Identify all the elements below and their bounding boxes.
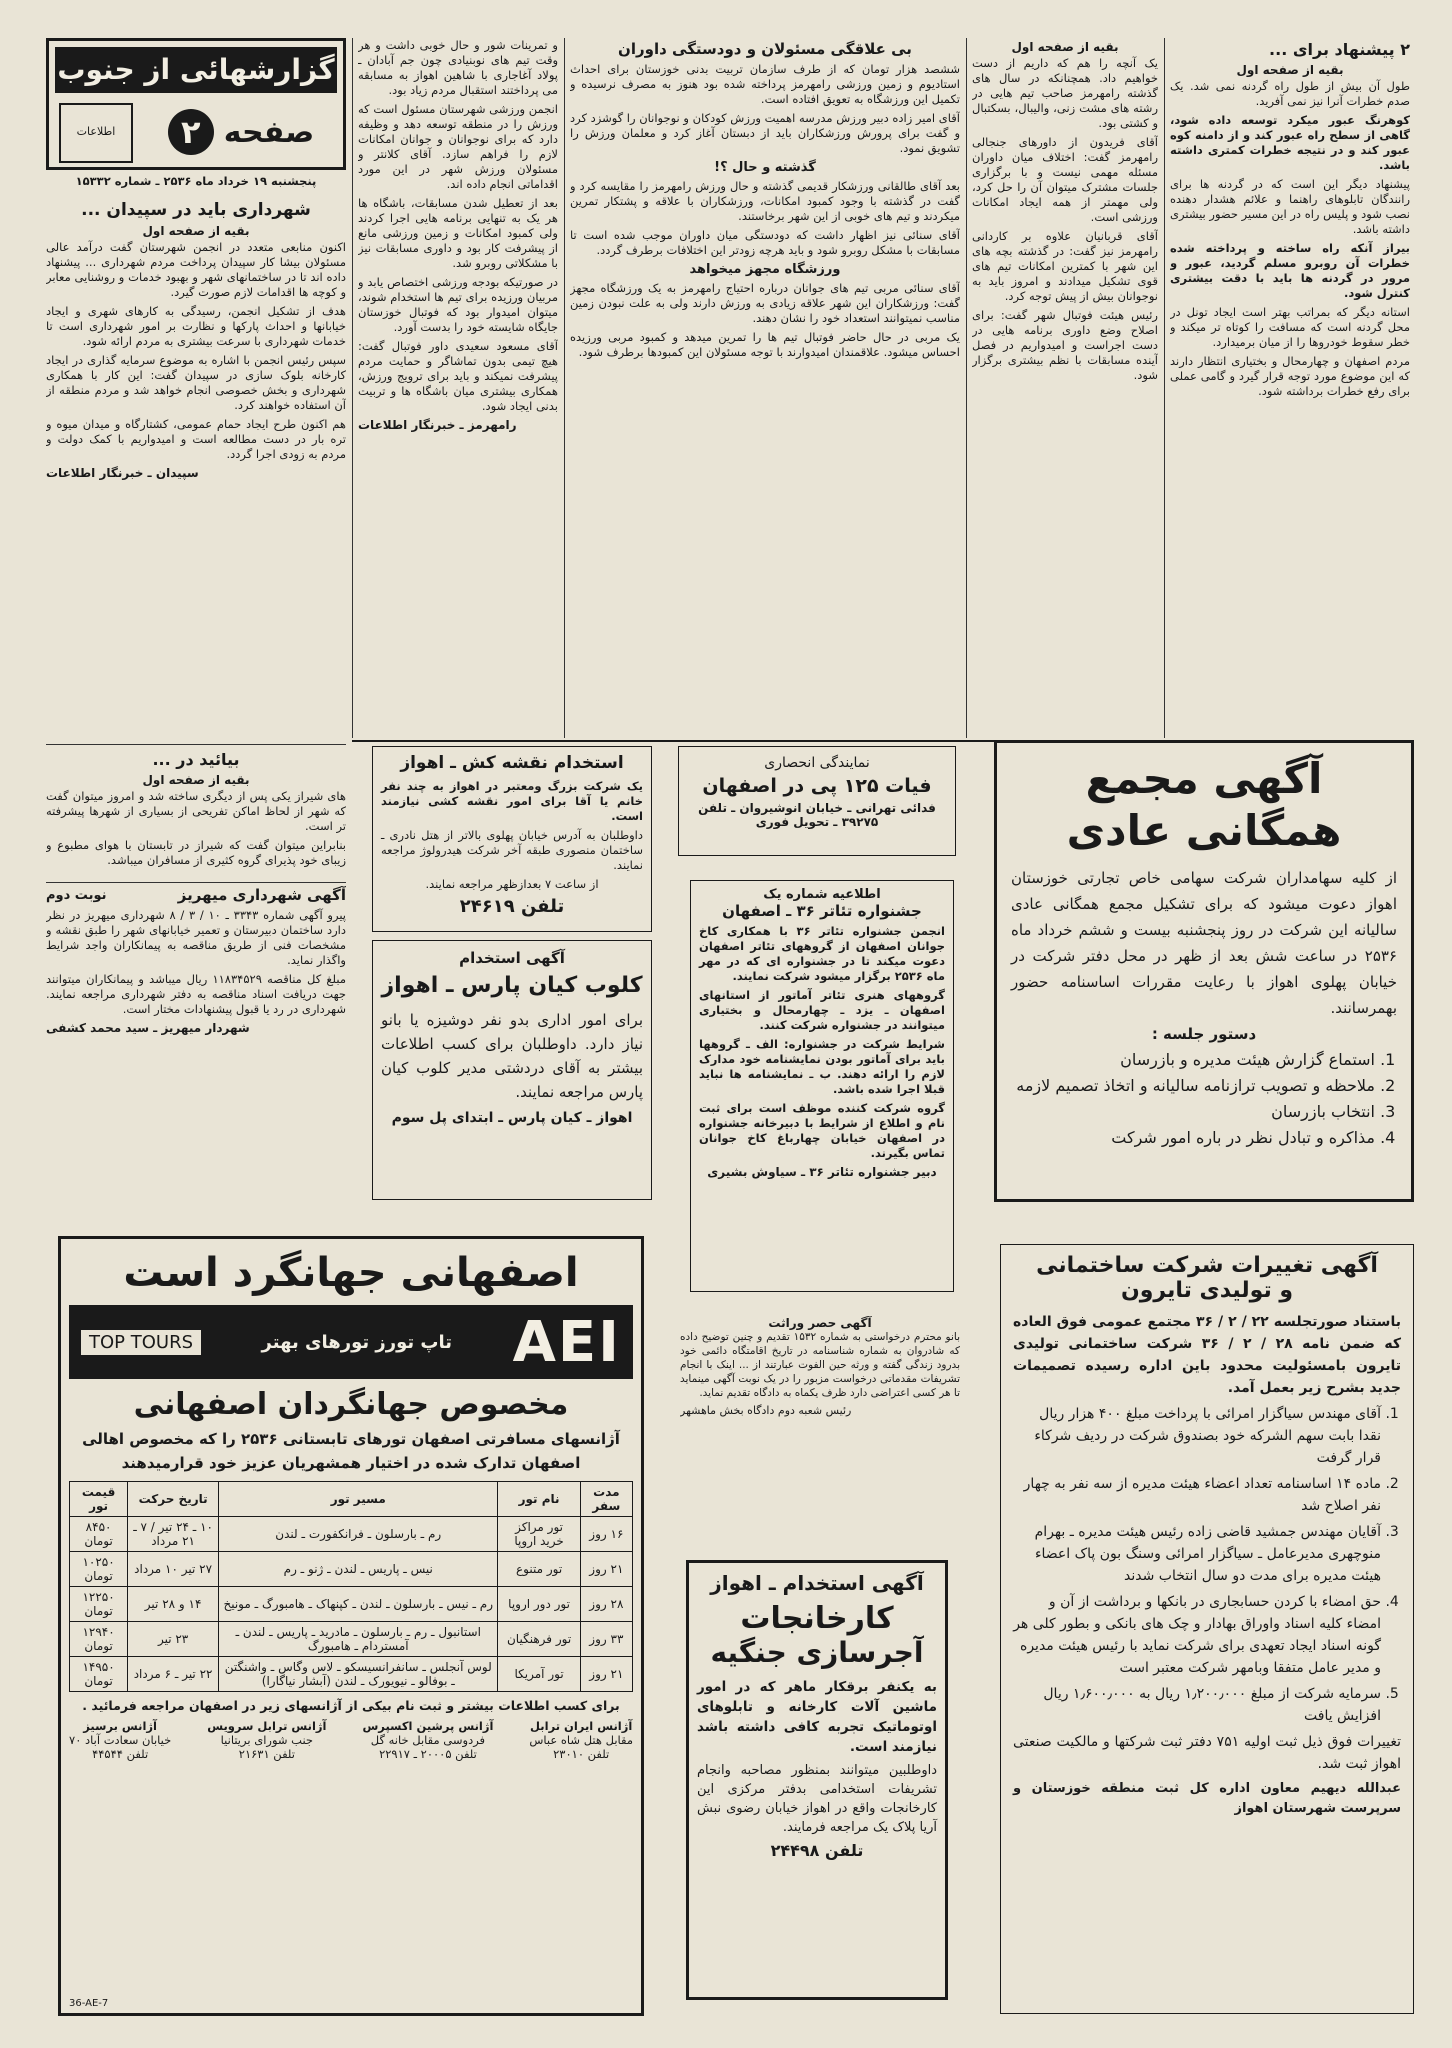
agenda-item: 4. مذاکره و تبادل نظر در باره امور شرکت xyxy=(1011,1125,1375,1151)
ad-assembly xyxy=(994,740,1414,1202)
col-header: مسیر تور xyxy=(219,1482,498,1517)
article-heading: بی علاقگی مسئولان و دودستگی داوران xyxy=(618,40,912,58)
agency-address: مقابل هتل شاه عباس xyxy=(529,1733,633,1747)
section-heading: ورزشگاه مجهز میخواهد xyxy=(689,262,841,277)
cell: ۱۲۹۴۰ تومان xyxy=(70,1622,128,1657)
agency-phone: تلفن ۴۴۵۴۴ xyxy=(92,1747,149,1761)
cell: استانبول ـ رم ـ بارسلون ـ مادرید ـ پاریس ـ لندن ـ آمستردام ـ هامبورگ xyxy=(219,1622,498,1657)
paragraph: گروههای هنری تئاتر آماتور از استانهای اصفهان ـ یزد ـ چهارمحال و بختیاری میتوانند در جشنواره شرکت کنند. xyxy=(699,988,945,1032)
ad-label: آگهی استخدام ـ اهواز xyxy=(710,1571,924,1595)
ad-signature: شهردار میهریز ـ سید محمد کشفی xyxy=(46,1021,250,1035)
agenda-item: 1. استماع گزارش هیئت مدیره و بازرسان xyxy=(1011,1047,1375,1073)
ad-code: 36-AE-7 xyxy=(69,1998,109,2009)
agenda-item: 2. ملاحظه و تصویب ترازنامه سالیانه و اتخاذ تصمیم لازمه xyxy=(1011,1073,1375,1099)
agency-name: آژانس ایران ترابل xyxy=(530,1719,633,1733)
article-heading: بیائید در ... xyxy=(152,750,240,769)
paragraph: شرایط شرکت در جشنواره: الف ـ گروهها باید برای آماتور بودن نمایشنامه خود مدارک لازم را ارائه دهند. ب ـ نمایشنامه ها نباید قبلا اجرا شده باشد. xyxy=(699,1037,945,1096)
cell: لوس آنجلس ـ سانفرانسیسکو ـ لاس وگاس ـ واشنگتن ـ بوفالو ـ نیویورک ـ لندن (آبشار نیاگارا) xyxy=(219,1657,498,1692)
cell: تور دور اروپا xyxy=(498,1587,580,1622)
section-heading: گذشته و حال ؟! xyxy=(714,160,816,175)
cell: ۲۲ تیر ـ ۶ مرداد xyxy=(128,1657,219,1692)
ad-club xyxy=(372,940,652,1200)
paragraph: ششصد هزار تومان که از طرف سازمان تربیت بدنی خوزستان برای احداث استادیوم و زمین ورزشی رامهرمز پرداخته شده بود هنوز به مصرف نرسیده و تکمیل این ورزشگاه به تعویق افتاده است. xyxy=(570,62,960,106)
paragraph: پیرو آگهی شماره ۳۳۴۳ ـ ۱۰ / ۳ / ۸ شهرداری میهریز در نظر دارد ساختمان دبیرستان و تعمیر خیابانهای شهر را طبق نقشه و مشخصات فنی از طریق مناقصه به پیمانکاران واجد شرایط واگذار نماید. xyxy=(46,908,346,967)
ad-intro: آژانسهای مسافرتی اصفهان تورهای تابستانی ۲۵۳۶ را که مخصوص اهالی اصفهان تدارک شده در اختیار همشهریان عزیز خود قرارمیدهند xyxy=(82,1430,620,1472)
article-signature: سپیدان ـ خبرنگار اطلاعات xyxy=(46,466,199,480)
agency xyxy=(69,1719,171,1761)
cell: ۲۳ تیر xyxy=(128,1622,219,1657)
ad-fiat xyxy=(678,746,956,856)
ad-title: آگهی شهرداری میهریز xyxy=(177,886,346,904)
ad-phone: تلفن ۲۴۴۹۸ xyxy=(770,1841,864,1860)
cell: تور فرهنگیان xyxy=(498,1622,580,1657)
agency-phone: تلفن ۲۰۰۰۵ ـ ۲۲۹۱۷ xyxy=(379,1747,477,1761)
cell: رم ـ نیس ـ بارسلون ـ لندن ـ کپنهاک ـ هامبورگ ـ مونیخ xyxy=(219,1587,498,1622)
col-header: نام تور xyxy=(498,1482,580,1517)
masthead-title: گزارشهائی از جنوب xyxy=(55,47,337,93)
page-number: ۲ xyxy=(168,109,214,155)
cell: ۲۷ تیر ۱۰ مرداد xyxy=(128,1552,219,1587)
agency-name: آژانس برسیز xyxy=(83,1719,157,1733)
divider xyxy=(46,744,346,745)
paragraph: بعد از تعطیل شدن مسابقات، باشگاه ها هر یک به تنهایی برنامه هایی اجرا کردند ولی کمبود امکانات و زمین ورزشی مانع از پیشرفت کار بود و داوری مسابقات نیز با مشکلاتی روبرو شد. xyxy=(358,196,558,270)
agency xyxy=(362,1719,493,1761)
changes-item: 4. حق امضاء با کردن حسابجاری در بانکها و برداشت از آن و امضاء کلیه اسناد واوراق بهادار و چک های بانکی و بطور کلی هر گونه اسناد ایجاد تعهدی برای شرکت نماید با رئیس هیئت مدیره و مدیر عامل متفقا وبامهر شرکت معتبر است xyxy=(1013,1591,1381,1679)
masthead xyxy=(46,38,346,170)
article-biaid xyxy=(46,748,346,876)
paragraph: مردم اصفهان و چهارمحال و بختیاری انتظار دارند که این موضوع مورد توجه قرار گیرد و گامی عملی برای رفع خطرات برداشته شود. xyxy=(1170,354,1410,398)
cell: ۱۰ ـ ۲۴ تیر / ۷ ـ ۲۱ مرداد xyxy=(128,1517,219,1552)
ad-small xyxy=(680,1316,960,1528)
ad-subtitle: همگانی عادی xyxy=(1066,806,1342,855)
logo xyxy=(59,103,133,163)
agency-name: آژانس پرشین اکسپرس xyxy=(362,1719,494,1733)
ad-tours xyxy=(58,1236,644,2016)
paragraph: آقای فریدون از داورهای جنجالی رامهرمز گفت: اختلاف میان داوران مسئله مهمی نیست و با برگزاری جلسات مشترک میتوان آن را حل کرد، ولی مهمتر از همه ایجاد امکانات ورزشی است. xyxy=(972,135,1158,224)
paragraph: سپس رئیس انجمن با اشاره به موضوع سرمایه گذاری در ایجاد کارخانه بلوک سازی در سپیدان گفت: این کار با همکاری شهرداری و بخش خصوصی انجام خواهد شد و مردم منطقه از آن استفاده خواهند کرد. xyxy=(46,353,346,412)
cell: تور متنوع xyxy=(498,1552,580,1587)
table-row xyxy=(70,1657,633,1692)
article-subheading: بقیه از صفحه اول xyxy=(1011,40,1119,54)
cell: ۳۳ روز xyxy=(580,1622,632,1657)
paragraph: انجمن ورزشی شهرستان مسئول است که ورزش را در منطقه توسعه دهد و وظیفه دارد که برای نوجوانان و جوانان امکانات لازم را فراهم سازد. آقای کلانتر و مسئولان ورزش شهر در این مورد اقداماتی انجام داده اند. xyxy=(358,102,558,191)
paragraph: پیشنهاد دیگر این است که در گردنه ها برای رانندگان تابلوهای راهنما و علائم هشدار دهنده نصب شود و پلیس راه در این مسیر حضور بیشتری داشته باشد. xyxy=(1170,177,1410,236)
ad-body: یک شرکت بزرگ ومعتبر در اهواز به چند نفر خانم یا آقا برای امور نقشه کشی نیازمند است. xyxy=(381,779,643,823)
paragraph: استانه دیگر که بمراتب بهتر است ایجاد تونل در محل گردنه است که مسافت را کوتاه تر میکند و خطر سقوط خودروها را از میان برمیدارد. xyxy=(1170,305,1410,349)
changes-item: 5. سرمایه شرکت از مبلغ ۱٫۲۰۰٫۰۰۰ ریال به ۱٫۶۰۰٫۰۰۰ ریال افزایش یافت xyxy=(1013,1683,1381,1727)
cell: تور مراکز خرید اروپا xyxy=(498,1517,580,1552)
ad-label: آگهی استخدام xyxy=(459,949,565,967)
col-header: مدت سفر xyxy=(580,1482,632,1517)
article-signature: رامهرمز ـ خبرنگار اطلاعات xyxy=(358,418,517,432)
agency-phone: تلفن ۲۳۰۱۰ xyxy=(553,1747,610,1761)
ad-footer: برای کسب اطلاعات بیشتر و ثبت نام بیکی از آژانسهای زیر در اصفهان مراجعه فرمائید . xyxy=(82,1698,620,1713)
table-row xyxy=(70,1552,633,1587)
ad-title: آگهی مجمع xyxy=(1085,754,1323,803)
ad-turn: نوبت دوم xyxy=(46,887,107,903)
col-header: قیمت تور xyxy=(70,1482,128,1517)
ad-label: نمایندگی انحصاری xyxy=(764,755,870,771)
ad-intro: باستناد صورتجلسه ۲۲ / ۲ / ۳۶ مجتمع عمومی فوق العاده که ضمن نامه ۲۸ / ۲ / ۳۶ شرکت ساختمانی تولیدی تایرون بامسئولیت محدود باین اداره رسیده تصمیمات جدید بشرح زیر بعمل آمد. xyxy=(1013,1314,1401,1396)
changes-item: 1. آقای مهندس سیاگزار امرائی با پرداخت مبلغ ۴۰۰ هزار ریال نقدا بابت سهم الشرکه خود بصندوق شرکت در ردیف شرکاء قرار گرفت xyxy=(1013,1403,1381,1469)
paragraph: یک مربی در حال حاضر فوتبال تیم ها را تمرین میدهد و کمبود مربی ورزیده احساس میشود. علاقمندان امیدوارند با توجه مسئولان این کمبودها برطرف شود. xyxy=(570,330,960,359)
article-subheading: بقیه از صفحه اول xyxy=(142,773,250,787)
cell: رم ـ بارسلون ـ فرانکفورت ـ لندن xyxy=(219,1517,498,1552)
brand-fa: تاپ تورز تورهای بهتر xyxy=(261,1331,453,1353)
brand-en: TOP TOURS xyxy=(81,1330,201,1355)
column-rule xyxy=(352,38,353,738)
ad-label: آگهی حصر وراثت xyxy=(768,1316,872,1330)
table-row xyxy=(70,1517,633,1552)
ad-phone: تلفن ۲۴۶۱۹ xyxy=(459,896,565,917)
paragraph: بیراز آنکه راه ساخته و پرداخته شده خطرات آن روبرو مسلم گردید، عبور و مرور در گردنه ها باید با دقت بیشتری کنترل شود. xyxy=(1170,241,1410,300)
agency-phone: تلفن ۲۱۶۳۱ xyxy=(238,1747,295,1761)
cell: ۸۴۵۰ تومان xyxy=(70,1517,128,1552)
cell: ۲۱ روز xyxy=(580,1552,632,1587)
page-label: صفحه xyxy=(223,114,315,150)
cell: ۲۸ روز xyxy=(580,1587,632,1622)
ad-contact: داوطلبان به آدرس خیابان پهلوی بالاتر از هتل نادری ـ ساختمان منصوری طبقه آخر شرکت هیدرولوژ مراجعه نمایند. xyxy=(381,828,643,872)
changes-item: 3. آقایان مهندس جمشید قاضی زاده رئیس هیئت مدیره ـ بهرام منوچهری مدیرعامل ـ سیاگزار امرائی وسنگ بون پاک اعضاء هیئت مدیره برای مدت دو سال انتخاب شدند xyxy=(1013,1521,1381,1587)
agency-address: خیابان سعادت آباد ۷۰ xyxy=(69,1733,172,1747)
ad-changes xyxy=(1000,1244,1414,2014)
agenda-item: 3. انتخاب بازرسان xyxy=(1011,1099,1375,1125)
ad-body: از کلیه سهامداران شرکت سهامی خاص تجارتی خوزستان اهواز دعوت میشود که برای تشکیل مجمع همگانی عادی سالیانه این شرکت در روز پنجشنبه بیست و ششم خرداد ماه ۲۵۳۶ در ساعت شش بعد از ظهر در محل دفتر شرکت در خیابان پهلوی اهواز با رعایت مقررات اساسنامه حضور بهمرسانند. xyxy=(1011,869,1397,1017)
agenda-list xyxy=(1011,1047,1397,1151)
cell: ۱۰۲۵۰ تومان xyxy=(70,1552,128,1587)
ad-phone: ۳۹۲۷۵ ـ تحویل فوری xyxy=(755,815,879,829)
paragraph: آقای امیر زاده دبیر ورزش مدرسه اهمیت ورزش کودکان و نوجوانان را گوشزد کرد و گفت برای پرورش ورزشکاران باید از دبستان آغاز کرد و معلمان ورزش را تشویق نمود. xyxy=(570,111,960,155)
ad-kiln xyxy=(686,1560,948,2000)
article-rahmormoz xyxy=(570,38,960,738)
article-subheading: بقیه از صفحه اول xyxy=(1236,63,1344,77)
ad-title: کارخانجات xyxy=(740,1601,894,1636)
ad-hours: از ساعت ۷ بعدازظهر مراجعه نمایند. xyxy=(425,877,599,891)
ad-signature: رئیس شعبه دوم دادگاه بخش ماهشهر xyxy=(680,1404,852,1417)
brand-logo: AEI xyxy=(512,1309,621,1375)
paragraph: و تمرینات شور و حال خوبی داشت و هر وقت تیم های نوبنیادی چون جم آبادان ـ پولاد آغاجاری با شاهین اهواز به مسابقه می پرداختند استقبال مردم زیاد بود. xyxy=(358,38,558,97)
article-subheading: بقیه از صفحه اول xyxy=(142,224,250,238)
paragraph: گروه شرکت کننده موظف است برای ثبت نام و اطلاع از شرایط با دبیرخانه جشنواره در اصفهان خیابان چهارباغ کاخ جوانان تماس بگیرند. xyxy=(699,1101,945,1160)
column-rule xyxy=(1164,38,1165,738)
ad-wanted-plans xyxy=(372,746,652,932)
cell: نیس ـ پاریس ـ لندن ـ ژنو ـ رم xyxy=(219,1552,498,1587)
column-rule xyxy=(966,38,967,738)
ad-signature: عبدالله دیهیم معاون اداره کل ثبت منطقه خوزستان و سرپرست شهرستان اهواز xyxy=(1013,1781,1401,1816)
article-heading: شهرداری باید در سپیدان ... xyxy=(81,200,311,220)
ad-headline: اصفهانی جهانگرد است xyxy=(123,1250,579,1296)
agency xyxy=(529,1719,633,1761)
article-sports-rest xyxy=(972,38,1158,738)
ad-contact: داوطلبین میتوانند بمنظور مصاحبه وانجام تشریفات استخدامی بدفتر مرکزی این کارخانجات واقع در اهواز خیابان رضوی نبش آریا پلاک یک مراجعه فرمایند. xyxy=(697,1763,937,1835)
paragraph: اکنون منابعی متعدد در انجمن شهرستان گفت درآمد عالی مسئولان بیشا کار سپیدان پرداخت مردم شهرداری ... پیشنهاد داده اند تا در ساختمانهای شهر و بهبود خدمات و روشنایی معابر و کوچه ها اقدامات لازم صورت گیرد. xyxy=(46,240,346,299)
cell: ۱۶ روز xyxy=(580,1517,632,1552)
agency xyxy=(207,1719,326,1761)
cell: ۱۴۹۵۰ تومان xyxy=(70,1657,128,1692)
date-line: پنجشنبه ۱۹ خرداد ماه ۲۵۳۶ ـ شماره ۱۵۳۳۲ xyxy=(75,174,317,188)
paragraph: هم اکنون طرح ایجاد حمام عمومی، کشتارگاه و میدان میوه و تره بار در دست مطالعه است و امیدواریم با کمک دولت و مردم به زودی اجرا گردد. xyxy=(46,417,346,461)
agenda-title: دستور جلسه : xyxy=(1151,1025,1257,1043)
column-rule xyxy=(564,38,565,738)
ad-subtitle: و تولیدی تایرون xyxy=(1120,1278,1294,1303)
ad-title: فیات ۱۲۵ پی در اصفهان xyxy=(702,775,932,797)
agency-list xyxy=(69,1719,633,1761)
ad-subhead: مخصوص جهانگردان اصفهانی xyxy=(133,1387,569,1422)
ad-title: کلوب کیان پارس ـ اهواز xyxy=(381,973,643,998)
agency-address: جنب شورای بریتانیا xyxy=(220,1733,314,1747)
paragraph: بنابراین میتوان گفت که شیراز در تابستان با هوای مطبوع و زیبای خود پذیرای گروه کثیری از مسافران میباشد. xyxy=(46,838,346,867)
cell: تور آمریکا xyxy=(498,1657,580,1692)
ad-body: به یکنفر برقکار ماهر که در امور ماشین آلات کارخانه و تابلوهای اوتوماتیک تجربه کافی داشته باشد نیازمند است. xyxy=(697,1679,937,1755)
ad-note: تغییرات فوق ذیل ثبت اولیه ۷۵۱ دفتر ثبت شرکتها و مالکیت صنعتی اهواز ثبت شد. xyxy=(1013,1734,1401,1772)
article-sepidan xyxy=(46,198,346,738)
divider xyxy=(46,882,346,883)
ad-title: آگهی تغییرات شرکت ساختمانی xyxy=(1036,1253,1378,1278)
cell: ۲۱ روز xyxy=(580,1657,632,1692)
ad-body: بانو محترم درخواستی به شماره ۱۵۳۲ تقدیم و چنین توضیح داده که شادروان به شماره شناسنامه در تاریخ اقامتگاه دائمی خود بدرود زندگی گفته و ورثه حین الفوت عبارتند از ... اینک با انجام تشریفات مقدماتی درخواست مزبور را در یک نوبت آگهی مینماید تا هر کسی اعتراضی دارد ظرف یکماه به دادگاه تقدیم نماید. xyxy=(680,1331,960,1399)
ad-body: برای امور اداری بدو نفر دوشیزه یا بانو نیاز دارد. داوطلبان برای کسب اطلاعات بیشتر به آقای دردشتی مدیر کلوب کیان پارس مراجعه نمایند. xyxy=(381,1011,643,1101)
col-header: تاریخ حرکت xyxy=(128,1482,219,1517)
changes-item: 2. ماده ۱۴ اساسنامه تعداد اعضاء هیئت مدیره از سه نفر به چهار نفر اصلاح شد xyxy=(1013,1473,1381,1517)
cell: ۱۲۲۵۰ تومان xyxy=(70,1587,128,1622)
table-row xyxy=(70,1587,633,1622)
paragraph: آقای مسعود سعیدی داور فوتبال گفت: هیچ تیمی بدون تماشاگر و حمایت مردم پیشرفت نمیکند و باید برای ترویج ورزش، همکاری بیشتری میان باشگاه ها و تربیت بدنی ایجاد شود. xyxy=(358,339,558,413)
paragraph: طول آن بیش از طول راه گردنه نمی شد. یک صدم خطرات آنرا نیز نمی آفرید. xyxy=(1170,79,1410,108)
tours-table xyxy=(69,1481,633,1692)
agency-address: فردوسی مقابل خانه گل xyxy=(370,1733,486,1747)
paragraph: کوهرنگ عبور میکرد توسعه داده شود، گاهی از سطح راه عبور کند و از دامنه کوه عبور کند و در نتیجه خطرات کمتری داشته باشد. xyxy=(1170,113,1410,172)
ad-address: اهواز ـ کیان پارس ـ ابتدای پل سوم xyxy=(391,1110,633,1126)
article-heading: ۲ پیشنهاد برای ... xyxy=(1269,40,1410,59)
table-row xyxy=(70,1622,633,1657)
ad-subtitle: آجرسازی جنگیه xyxy=(710,1636,924,1669)
paragraph: رئیس هیئت فوتبال شهر گفت: برای اصلاح وضع داوری برنامه هایی در دست اجراست و امیدواریم در فصل آینده مسابقات با نظم بیشتری برگزار شود. xyxy=(972,308,1158,382)
logo-text: اطلاعات xyxy=(76,125,116,138)
paragraph: آقای قربانیان علاوه بر کاردانی رامهرمز نیز گفت: در گذشته بچه های این شهر با کمترین امکانات تیم های قوی تشکیل میدادند و امروز باید به نوجوانان بیش از پیش توجه کرد. xyxy=(972,229,1158,303)
paragraph: مبلغ کل مناقصه ۱۱۸۳۴۵۲۹ ریال میباشد و پیمانکاران میتوانند جهت دریافت اسناد مناقصه به دفتر شهرداری مراجعه نمایند. شهرداری در رد یا قبول پیشنهادات مختار است. xyxy=(46,972,346,1016)
paragraph: هدف از تشکیل انجمن، رسیدگی به کارهای شهری و ایجاد خیابانها و احداث پارکها و نظارت بر امور شهرداری است تا خدمات شهرداری با سرعت بیشتری به مردم ارائه شود. xyxy=(46,304,346,348)
paragraph: آقای سنائی نیز اظهار داشت که دودستگی میان داوران موجب شده است تا مسابقات با مشکل روبرو شود و باید هرچه زودتر این اختلافات برطرف گردد. xyxy=(570,228,960,257)
agency-name: آژانس ترابل سرویس xyxy=(207,1719,327,1733)
paragraph: یک آنچه را هم که داریم از دست خواهیم داد. همچنانکه در سال های گذشته رامهرمز صاحب تیم هایی در رشته های مشت زنی، والیبال، بسکتبال و کشتی بود. xyxy=(972,56,1158,130)
paragraph: انجمن جشنواره تئاتر ۳۶ با همکاری کاخ جوانان اصفهان از گروههای تئاتر اصفهان دعوت میکند تا در جشنواره ای که در مهر ماه ۲۵۳۶ برگزار میشود شرکت نمایند. xyxy=(699,924,946,983)
ad-municipality xyxy=(46,886,346,1202)
article-sports-cont xyxy=(358,38,558,738)
article-two-proposals xyxy=(1170,38,1410,738)
table-header-row xyxy=(70,1482,633,1517)
paragraph: در صورتیکه بودجه ورزشی اختصاص یابد و مربیان ورزیده برای تیم ها استخدام شوند، میتوان امیدوار بود که فوتبال خوزستان جایگاه شایسته خود را بدست آورد. xyxy=(358,275,558,334)
paragraph: بعد آقای طالقانی ورزشکار قدیمی گذشته و حال ورزش رامهرمز را مقایسه کرد و گفت در گذشته با وجود کمبود امکانات، ورزشکاران با علاقه و پشتکار تمرین میکردند و تیم های خوبی از این شهر برخاستند. xyxy=(570,179,960,223)
paragraph: های شیراز یکی پس از دیگری ساخته شد و امروز میتوان گفت که شهر از لحاظ اماکن تفریحی از بسیاری از شهرها پیشرفته تر است. xyxy=(46,789,346,833)
changes-list xyxy=(1013,1403,1401,1727)
ad-footer: دبیر جشنواره تئاتر ۳۶ ـ سیاوش بشیری xyxy=(707,1165,937,1179)
cell: ۱۴ و ۲۸ تیر xyxy=(128,1587,219,1622)
paragraph: آقای سنائی مربی تیم های جوانان درباره احتیاج رامهرمز به یک ورزشگاه مجهز گفت: ورزشکاران این شهر علاقه زیادی به ورزش دارند ولی به علت نبودن زمین مناسب نمیتوانند استعداد خود را نشان دهند. xyxy=(570,281,960,325)
ad-title: استخدام نقشه کش ـ اهواز xyxy=(400,753,624,773)
ad-address: فدائی تهرانی ـ خیابان انوشیروان ـ تلفن xyxy=(698,801,936,815)
ad-label: اطلاعیه شماره یک xyxy=(763,887,881,902)
ad-theatre xyxy=(690,880,954,1292)
ad-title: جشنواره تئاتر ۳۶ ـ اصفهان xyxy=(722,902,922,920)
